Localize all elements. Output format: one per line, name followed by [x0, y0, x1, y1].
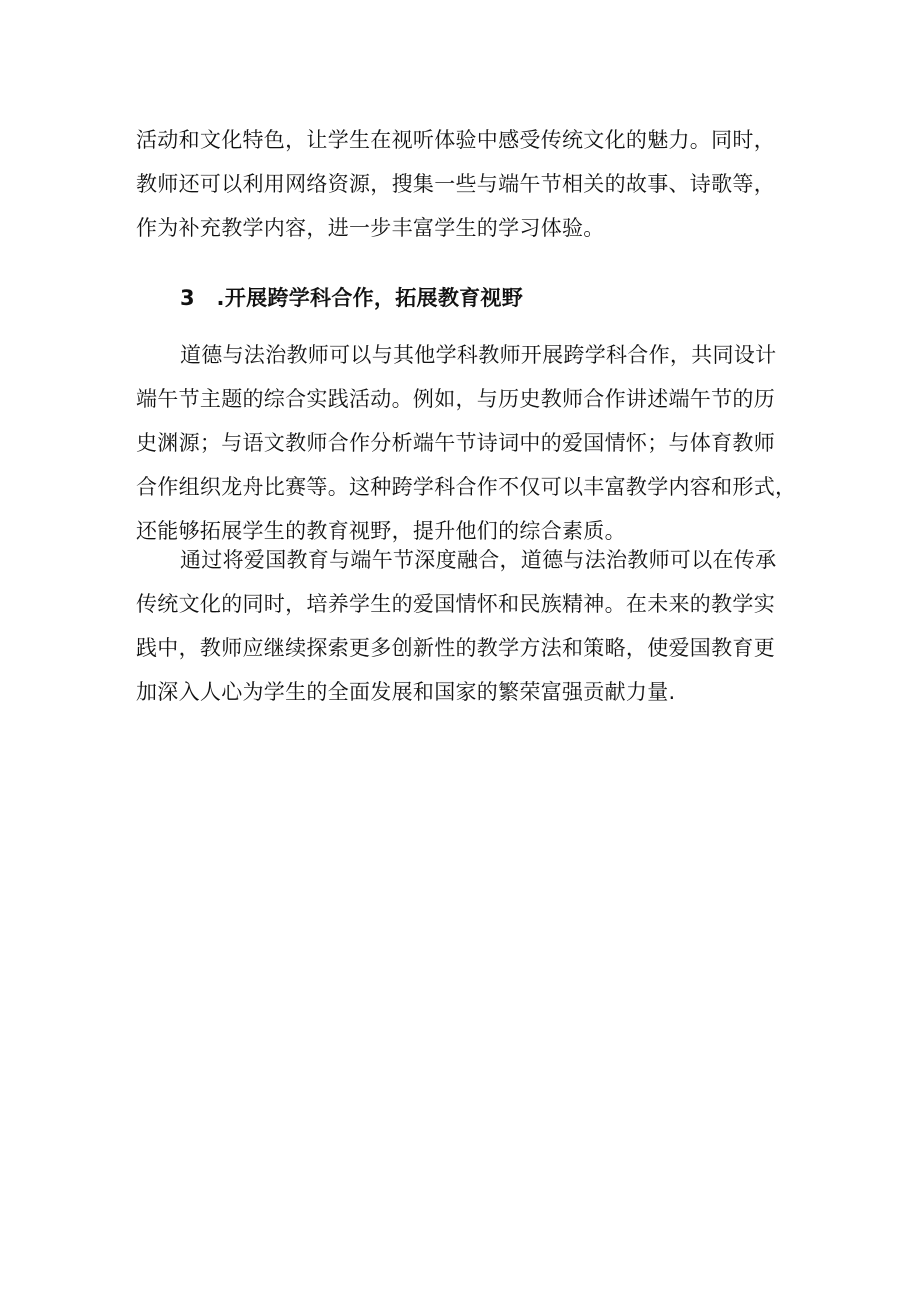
- text-line: 践中，教师应继续探索更多创新性的教学方法和策略，使爱国教育更: [136, 636, 775, 660]
- paragraph-continued: [136, 118, 796, 250]
- text-line: 史渊源；与语文教师合作分析端午节诗词中的爱国情怀；与体育教师: [136, 431, 775, 455]
- text-line: 道德与法治教师可以与其他学科教师开展跨学科合作，共同设计: [180, 343, 777, 367]
- text-line: 加深入人心为学生的全面发展和国家的繁荣富强贡献力量.: [136, 680, 676, 704]
- text-line: 端午节主题的综合实践活动。例如，与历史教师合作讲述端午节的历: [136, 387, 775, 411]
- section-heading: [180, 276, 680, 320]
- paragraph-collaboration: [136, 333, 796, 553]
- text-line: 教师还可以利用网络资源，搜集一些与端午节相关的故事、诗歌等，: [136, 172, 775, 196]
- text-line: 合作组织龙舟比赛等。这种跨学科合作不仅可以丰富教学内容和形式，: [136, 475, 797, 499]
- section-title: .开展跨学科合作，拓展教育视野: [216, 286, 524, 310]
- text-line: 作为补充教学内容，进一步丰富学生的学习体验。: [136, 216, 605, 240]
- text-line: 还能够拓展学生的教育视野，提升他们的综合素质。: [136, 519, 626, 543]
- section-number: 3: [180, 286, 195, 310]
- text-line: 活动和文化特色，让学生在视听体验中感受传统文化的魅力。同时，: [136, 128, 775, 152]
- paragraph-conclusion: [136, 538, 796, 714]
- text-line: 通过将爱国教育与端午节深度融合，道德与法治教师可以在传承: [180, 548, 777, 572]
- text-line: 传统文化的同时，培养学生的爱国情怀和民族精神。在未来的教学实: [136, 592, 775, 616]
